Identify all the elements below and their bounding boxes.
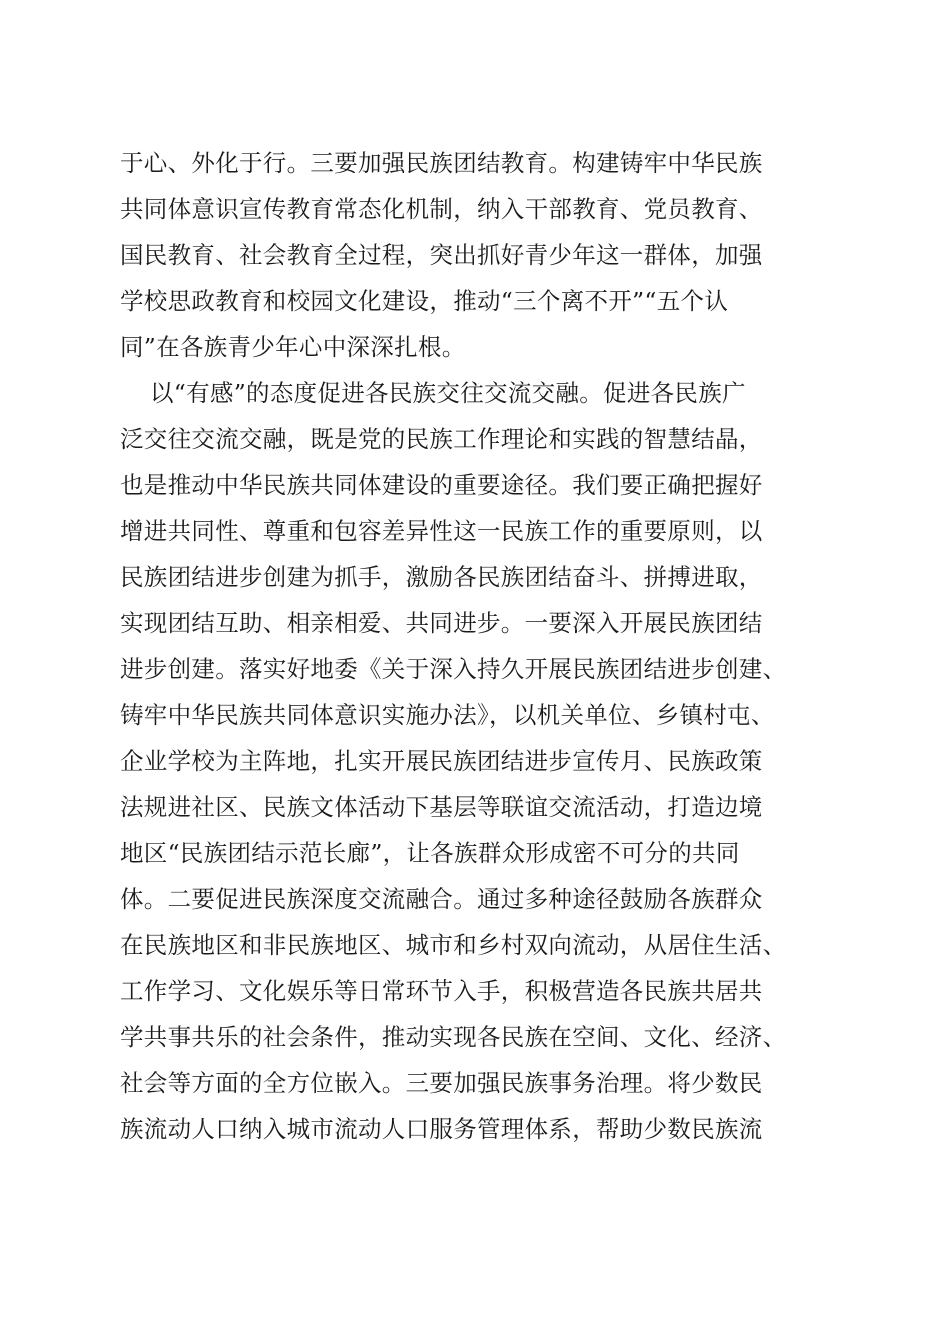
text-line: 工作学习、文化娱乐等日常环节入手，积极营造各民族共居共 — [120, 977, 763, 1005]
text-line: 进步创建。落实好地委《关于深入持久开展民族团结进步创建、 — [120, 655, 787, 683]
text-line: 国民教育、社会教育全过程，突出抓好青少年这一群体，加强 — [120, 241, 763, 269]
text-line: 法规进社区、民族文体活动下基层等联谊交流活动，打造边境 — [120, 793, 763, 821]
text-line: 共同体意识宣传教育常态化机制，纳入干部教育、党员教育、 — [120, 195, 763, 223]
text-line: 学校思政教育和校园文化建设，推动“三个离不开”“五个认 — [120, 287, 729, 315]
text-line: 实现团结互助、相亲相爱、共同进步。一要深入开展民族团结 — [120, 609, 763, 637]
text-line: 以“有感”的态度促进各民族交往交流交融。促进各民族广 — [150, 379, 746, 407]
paragraph — [120, 370, 850, 1152]
text-line: 铸牢中华民族共同体意识实施办法》，以机关单位、乡镇村屯、 — [120, 701, 775, 729]
text-line: 增进共同性、尊重和包容差异性这一民族工作的重要原则，以 — [120, 517, 763, 545]
text-line: 在民族地区和非民族地区、城市和乡村双向流动，从居住生活、 — [120, 931, 787, 959]
text-line: 学共事共乐的社会条件，推动实现各民族在空间、文化、经济、 — [120, 1023, 787, 1051]
text-line: 地区“民族团结示范长廊”，让各族群众形成密不可分的共同 — [120, 839, 740, 867]
text-line: 体。二要促进民族深度交流融合。通过多种途径鼓励各族群众 — [120, 885, 763, 913]
paragraph — [120, 140, 850, 370]
text-line: 民族团结进步创建为抓手，激励各民族团结奋斗、拼搏进取， — [120, 563, 763, 591]
text-line: 同”在各族青少年心中深深扎根。 — [120, 333, 466, 361]
text-line: 族流动人口纳入城市流动人口服务管理体系，帮助少数民族流 — [120, 1115, 763, 1143]
body-text — [120, 140, 850, 1152]
text-line: 于心、外化于行。三要加强民族团结教育。构建铸牢中华民族 — [120, 149, 763, 177]
text-line: 企业学校为主阵地，扎实开展民族团结进步宣传月、民族政策 — [120, 747, 763, 775]
text-line: 社会等方面的全方位嵌入。三要加强民族事务治理。将少数民 — [120, 1069, 763, 1097]
text-line: 泛交往交流交融，既是党的民族工作理论和实践的智慧结晶， — [120, 425, 763, 453]
text-line: 也是推动中华民族共同体建设的重要途径。我们要正确把握好 — [120, 471, 763, 499]
